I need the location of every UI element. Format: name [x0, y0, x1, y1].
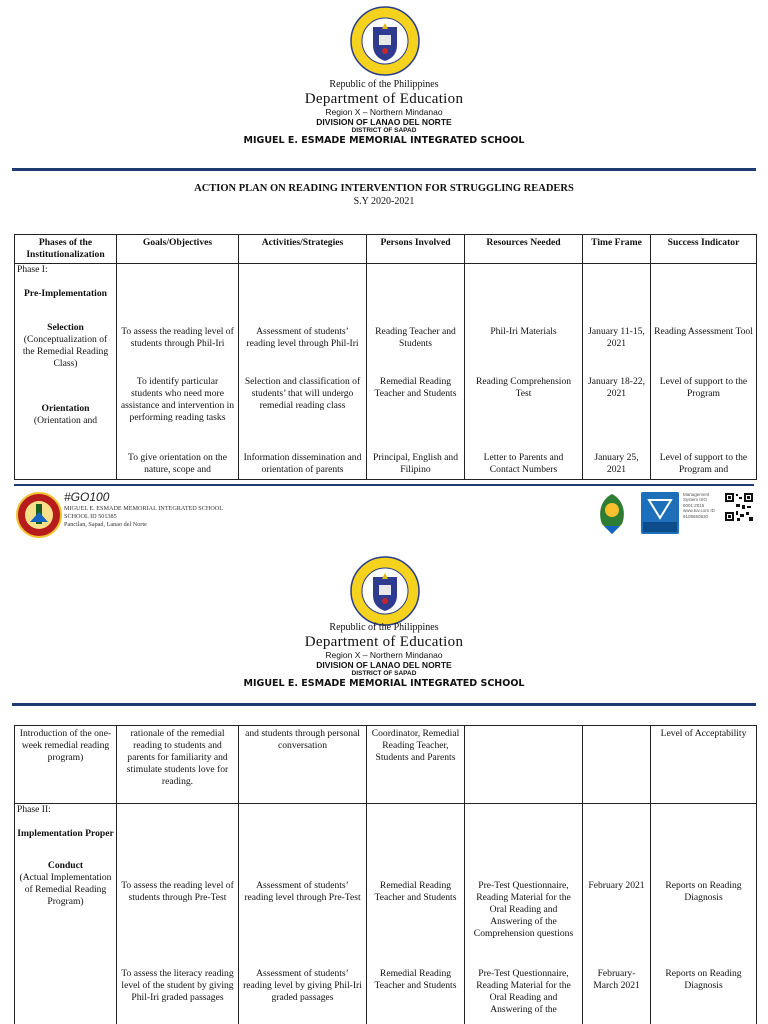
- page-footer: [0, 484, 768, 545]
- col-header-persons: Persons Involved: [367, 235, 465, 264]
- table-row: [15, 726, 757, 804]
- selection-title: Selection: [47, 321, 84, 333]
- school-year: S.Y 2020-2021: [353, 196, 415, 207]
- goals-cell: [117, 263, 239, 479]
- resources-text: Pre-Test Questionnaire, Reading Material for the Oral Reading and Answering of the Comprehension questions: [473, 880, 574, 939]
- goals-cell: [117, 804, 239, 1024]
- region-text: Region X – Northern Mindanao: [325, 649, 443, 660]
- activities-cell: [239, 263, 367, 479]
- indicator-cell: [651, 263, 757, 479]
- phase-label: Phase II:: [17, 804, 51, 815]
- region-text: Region X – Northern Mindanao: [325, 106, 443, 117]
- resources-text: Reading Comprehension Test: [475, 375, 572, 399]
- col-header-resources: Resources Needed: [465, 235, 583, 264]
- resources-text: Phil-Iri Materials: [490, 325, 557, 337]
- republic-text: Republic of the Philippines: [329, 79, 439, 90]
- department-text: Department of Education: [304, 633, 464, 650]
- activity-text: Assessment of students’ reading level through Phil-Iri: [246, 325, 359, 349]
- footer-divider: [14, 484, 754, 486]
- time-text: January 18-22, 2021: [587, 375, 645, 399]
- resources-cell: [465, 263, 583, 479]
- tuv-certification-badge: [641, 492, 679, 534]
- time-text: February 2021: [588, 880, 645, 891]
- col-header-time-frame: Time Frame: [583, 235, 651, 264]
- department-text: Department of Education: [304, 90, 464, 107]
- persons-text: Principal, English and Filipino: [373, 451, 458, 475]
- page-2: [0, 545, 768, 1024]
- conduct-title: Conduct: [47, 859, 84, 871]
- persons-cell: Coordinator, Remedial Reading Teacher, Students and Parents: [367, 726, 465, 804]
- goal-text: To identify particular students who need more assistance and intervention in performing reading tasks: [120, 375, 235, 423]
- persons-text: Remedial Reading Teacher and Students: [374, 880, 457, 903]
- phase-cell: [15, 263, 117, 479]
- activities-cell: [239, 804, 367, 1024]
- goal-text: To assess the reading level of students through Phil-Iri: [121, 325, 234, 349]
- col-header-phases: Phases of the Institutionalization: [15, 235, 117, 264]
- activity-text: Selection and classification of students’ that will undergo remedial reading class: [244, 375, 361, 411]
- header-divider: [12, 168, 756, 171]
- indicator-cell: [651, 804, 757, 1024]
- table-header-row: [15, 235, 757, 264]
- district-text: DISTRICT OF SAPAD: [351, 127, 417, 135]
- deped-seal-logo: [349, 555, 421, 627]
- republic-text: Republic of the Philippines: [329, 622, 439, 633]
- resources-text: Pre-Test Questionnaire, Reading Material for the Oral Reading and Answering of the: [476, 968, 571, 1015]
- goal-text: To assess the reading level of students through Pre-Test: [121, 880, 234, 903]
- orientation-title: Orientation: [41, 402, 90, 414]
- resources-cell: [465, 804, 583, 1024]
- time-text: January 25, 2021: [594, 451, 639, 475]
- activity-text: Assessment of students’ reading level by giving Phil-Iri graded passages: [243, 968, 362, 1003]
- letterhead: [0, 79, 768, 147]
- persons-text: Remedial Reading Teacher and Students: [374, 968, 457, 991]
- phase-cell: [15, 804, 117, 1024]
- time-text: February-March 2021: [593, 968, 640, 991]
- indicator-cell: Level of Acceptability: [651, 726, 757, 804]
- persons-text: Reading Teacher and Students: [375, 325, 456, 349]
- indicator-text: Reports on Reading Diagnosis: [665, 968, 742, 991]
- table-row: [15, 804, 757, 1024]
- persons-cell: [367, 263, 465, 479]
- deped-emblem-logo: [592, 490, 632, 538]
- goal-text: To give orientation on the nature, scope and: [128, 451, 227, 475]
- district-text: DISTRICT OF SAPAD: [351, 670, 417, 678]
- activities-cell: and students through personal conversation: [239, 726, 367, 804]
- certification-text: Management System ISO 9001:2015 www.tuv.com ID 9108650830: [683, 492, 715, 519]
- header-divider: [12, 703, 756, 706]
- school-name: MIGUEL E. ESMADE MEMORIAL INTEGRATED SCHOOL: [243, 677, 525, 689]
- goals-cell: rationale of the remedial reading to students and parents for familiarity and stimulate students love for reading.: [117, 726, 239, 804]
- school-logo: [16, 492, 62, 538]
- footer-school-id: SCHOOL ID 501385: [64, 513, 117, 520]
- footer-school-name: MIGUEL E. ESMADE MEMORIAL INTEGRATED SCHOOL: [64, 505, 224, 512]
- indicator-text: Level of support to the Program and: [659, 451, 748, 475]
- division-text: DIVISION OF LANAO DEL NORTE: [316, 116, 452, 127]
- selection-desc: (Conceptualization of the Remedial Reading Class): [22, 333, 109, 369]
- deped-seal-logo: [349, 5, 421, 77]
- phase-label: Phase I:: [17, 263, 48, 275]
- indicator-text: Reading Assessment Tool: [654, 325, 753, 337]
- qr-code-icon: [724, 492, 754, 522]
- conduct-desc: (Actual Implementation of Remedial Reading Program): [19, 871, 112, 907]
- persons-cell: [367, 804, 465, 1024]
- orientation-desc: (Orientation and: [33, 414, 98, 426]
- table-row: [15, 263, 757, 479]
- col-header-activities: Activities/Strategies: [239, 235, 367, 264]
- col-header-success-indicator: Success Indicator: [651, 235, 757, 264]
- col-header-goals: Goals/Objectives: [117, 235, 239, 264]
- time-text: January 11-15, 2021: [588, 325, 645, 349]
- goal-text: To assess the literacy reading level of the student by giving Phil-Iri graded passages: [121, 968, 234, 1003]
- document-title: ACTION PLAN ON READING INTERVENTION FOR STRUGGLING READERS: [194, 183, 574, 194]
- letterhead: [0, 622, 768, 690]
- school-name: MIGUEL E. ESMADE MEMORIAL INTEGRATED SCHOOL: [243, 134, 525, 146]
- time-frame-cell: [583, 263, 651, 479]
- resources-text: Letter to Parents and Contact Numbers: [483, 451, 564, 475]
- resources-cell: [465, 726, 583, 804]
- action-plan-table: [14, 234, 757, 480]
- persons-text: Remedial Reading Teacher and Students: [374, 375, 457, 399]
- indicator-text: Level of support to the Program: [659, 375, 748, 399]
- activity-text: Information dissemination and orientation of parents: [243, 451, 362, 475]
- phase-cell: Introduction of the one-week remedial reading program): [15, 726, 117, 804]
- activity-text: Assessment of students’ reading level through Pre-Test: [244, 880, 361, 903]
- indicator-text: Reports on Reading Diagnosis: [665, 880, 742, 903]
- go100-tag: #GO100: [64, 490, 110, 504]
- time-frame-cell: [583, 726, 651, 804]
- division-text: DIVISION OF LANAO DEL NORTE: [316, 659, 452, 670]
- phase-name: Pre-Implementation: [24, 287, 107, 299]
- action-plan-table-continued: [14, 725, 757, 1024]
- time-frame-cell: [583, 804, 651, 1024]
- footer-address: Pancilan, Sapad, Lanao del Norte: [64, 521, 147, 528]
- phase-name: Implementation Proper: [17, 827, 114, 839]
